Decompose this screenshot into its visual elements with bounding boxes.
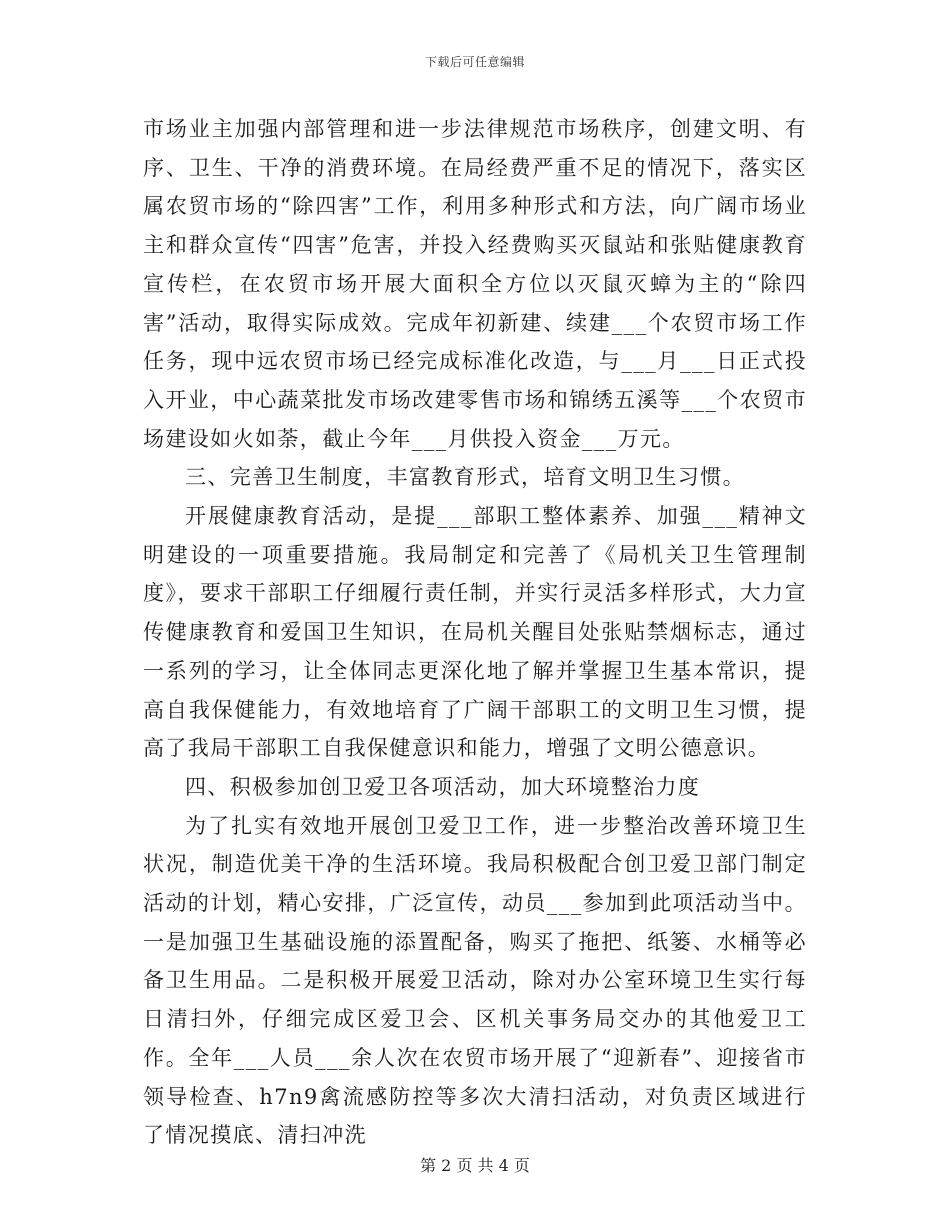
page-header-note: 下载后可任意编辑 [424, 55, 525, 69]
page-number: 第 2 页 共 4 页 [420, 1156, 530, 1175]
paragraph-market-management: 市场业主加强内部管理和进一步法律规范市场秩序，创建文明、有序、卫生、干净的消费环境。在局经费严重不足的情况下，落实区属农贸市场的“除四害”工作，利用多种形式和方法，向广阔市场业主和群众宣传“四害”危害，并投入经费购买灭鼠站和张贴健康教育宣传栏，在农贸市场开展大面积全方位以灭鼠灭蟑为主的“除四害”活动，取得实际成效。完成年初新建、续建___个农贸市场工作任务，现中远农贸市场已经完成标准化改造，与___月___日正式投入开业，中心蔬菜批发市场改建零售市场和锦绣五溪等___个农贸市场建设如火如荼，截止今年___月供投入资金___万元。 [143, 117, 807, 451]
document-body [143, 110, 807, 1155]
paragraph-sanitation-activities: 为了扎实有效地开展创卫爱卫工作，进一步整治改善环境卫生状况，制造优美干净的生活环境。我局积极配合创卫爱卫部门制定活动的计划，精心安排，广泛宣传，动员___参加到此项活动当中。一是加强卫生基础设施的添置配备，购买了拖把、纸篓、水桶等必备卫生用品。二是积极开展爱卫活动，除对办公室环境卫生实行每日清扫外，仔细完成区爱卫会、区机关事务局交办的其他爱卫工作。全年___人员___余人次在农贸市场开展了“迎新春”、迎接省市领导检查、h7n9禽流感防控等多次大清扫活动，对负责区域进行了情况摸底、清扫冲洗 [143, 813, 807, 1148]
section-heading-3: 三、完善卫生制度，丰富教育形式，培育文明卫生习惯。 [185, 465, 745, 490]
paragraph-health-education: 开展健康教育活动，是提___部职工整体素养、加强___精神文明建设的一项重要措施。我局制定和完善了《局机关卫生管理制度》，要求干部职工仔细履行责任制，并实行灵活多样形式，大力宣传健康教育和爱国卫生知识，在局机关醒目处张贴禁烟标志，通过一系列的学习，让全体同志更深化地了解并掌握卫生基本常识，提高自我保健能力，有效地培育了广阔干部职工的文明卫生习惯，提高了我局干部职工自我保健意识和能力，增强了文明公德意识。 [143, 504, 807, 761]
section-heading-4: 四、积极参加创卫爱卫各项活动，加大环境整治力度 [185, 774, 701, 799]
